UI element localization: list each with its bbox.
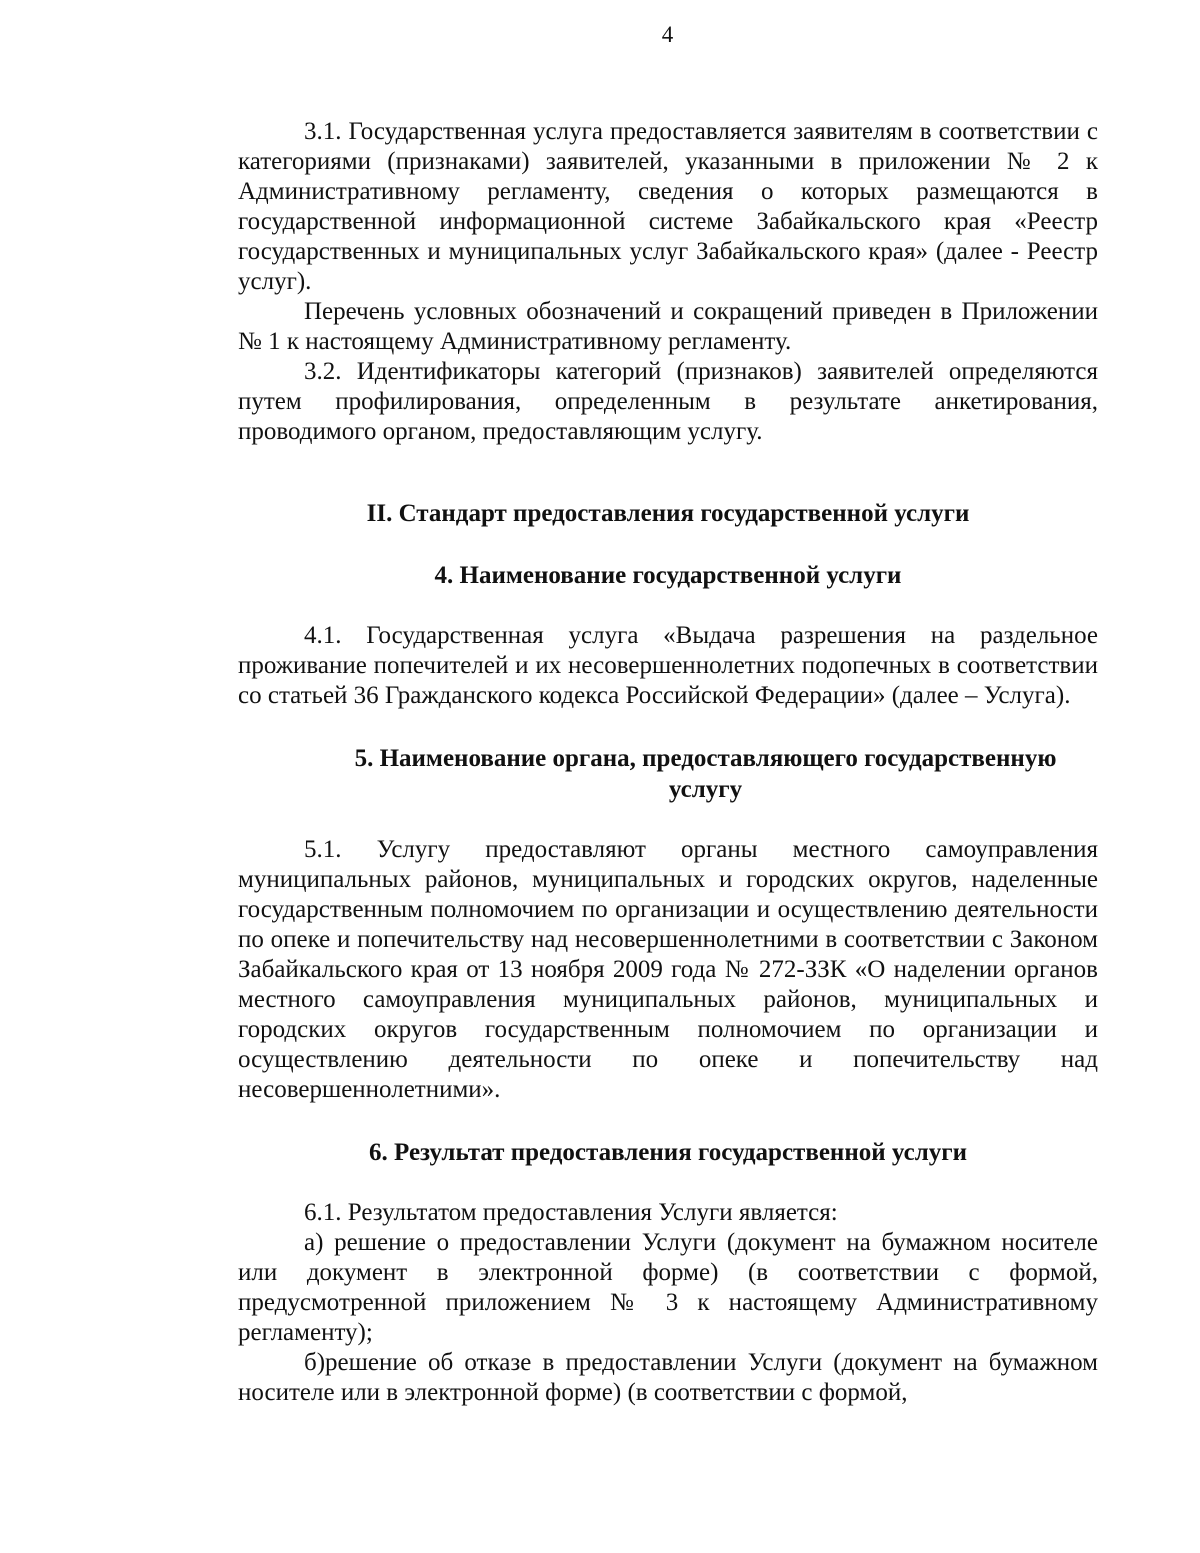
paragraph-6-1-a: а) решение о предоставлении Услуги (документ на бумажном носителе или документ в электронной форме) (в соответствии с формой, предусмотренной приложением № 3 к настоящему Административному регламенту); bbox=[238, 1229, 1098, 1346]
page-number: 4 bbox=[661, 22, 674, 47]
paragraph-6-1: 6.1. Результатом предоставления Услуги является: bbox=[304, 1199, 838, 1226]
paragraph-3-2: 3.2. Идентификаторы категорий (признаков) заявителей определяются путем профилирования, определенным в результате анкетирования, проводимого органом, предоставляющим услугу. bbox=[238, 358, 1098, 445]
section-title: II. Стандарт предоставления государственной услуги bbox=[366, 500, 970, 527]
paragraph-abbreviations: Перечень условных обозначений и сокращений приведен в Приложении № 1 к настоящему Административному регламенту. bbox=[238, 298, 1098, 355]
document-body bbox=[238, 117, 1098, 1408]
paragraph-3-1: 3.1. Государственная услуга предоставляется заявителям в соответствии с категориями (признаками) заявителей, указанными в приложении № 2 к Административному регламенту, сведения о которых размещаются в государственной информационной системе Забайкальского края «Реестр государственных и муниципальных услуг Забайкальского края» (далее - Реестр услуг). bbox=[238, 118, 1098, 295]
subsection-5-title: 5. Наименование органа, предоставляющего государственную услугу bbox=[354, 745, 1057, 803]
paragraph-4-1: 4.1. Государственная услуга «Выдача разрешения на раздельное проживание попечителей и их несовершеннолетних подопечных в соответствии со статьей 36 Гражданского кодекса Российской Федерации» (далее – Услуга). bbox=[238, 622, 1098, 709]
paragraph-5-1: 5.1. Услугу предоставляют органы местного самоуправления муниципальных районов, муниципальных и городских округов, наделенные государственным полномочием по организации и осуществлению деятельности по опеке и попечительству над несовершеннолетними в соответствии с Законом Забайкальского края от 13 ноября 2009 года № 272-ЗЗК «О наделении органов местного самоуправления муниципальных районов, муниципальных и городских округов государственным полномочием по организации и осуществлению деятельности по опеке и попечительству над несовершеннолетними». bbox=[238, 836, 1098, 1103]
paragraph-6-1-b: б)решение об отказе в предоставлении Услуги (документ на бумажном носителе или в электронной форме) (в соответствии с формой, bbox=[238, 1349, 1098, 1406]
subsection-6-title: 6. Результат предоставления государственной услуги bbox=[369, 1139, 967, 1166]
subsection-4-title: 4. Наименование государственной услуги bbox=[434, 562, 902, 589]
